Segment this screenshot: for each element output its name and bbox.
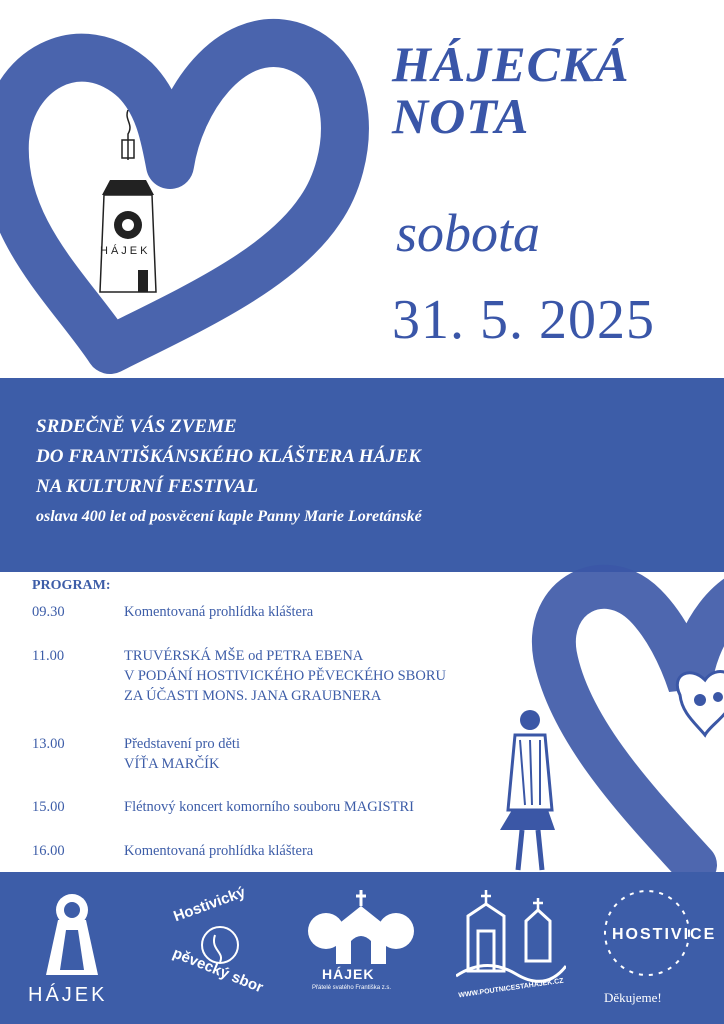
program-time: 16.00 <box>32 843 65 859</box>
invitation-line-4: oslava 400 let od posvěcení kaple Panny Marie Loretánské <box>36 508 422 525</box>
choir-line-2: pěvecký sbor <box>170 944 266 997</box>
event-title <box>392 38 630 142</box>
invitation-line-3: NA KULTURNÍ FESTIVAL <box>36 476 259 497</box>
pilgrimage-logo-icon <box>456 886 566 986</box>
program-desc <box>124 734 240 774</box>
heart-brush-top <box>0 0 380 380</box>
program-desc-line: Představení pro děti <box>124 736 240 752</box>
program-desc <box>124 602 313 622</box>
tower-label: HÁJEK <box>100 245 151 257</box>
program-time: 13.00 <box>32 736 65 752</box>
tower-icon <box>88 100 168 300</box>
hostivice-logo-text: HOSTIVICE <box>612 926 717 943</box>
church-logo-sub: Přátelé svatého Františka z.s. <box>312 985 392 991</box>
invitation-line-1: SRDEČNĚ VÁS ZVEME <box>36 416 237 437</box>
program-time: 15.00 <box>32 799 65 815</box>
thanks-text: Děkujeme! <box>604 990 662 1005</box>
choir-line-1: Hostivický <box>171 883 248 926</box>
invitation-line-2: DO FRANTIŠKÁNSKÉHO KLÁŠTERA HÁJEK <box>36 446 421 467</box>
title-line-2: NOTA <box>392 88 530 144</box>
program-desc <box>124 841 313 861</box>
hajek-logo-label: HÁJEK <box>28 984 108 1006</box>
program-desc-line: Flétnový koncert komorního souboru MAGISTRI <box>124 799 414 815</box>
program-time: 09.30 <box>32 604 65 620</box>
program-desc <box>124 797 414 817</box>
program-heading: PROGRAM: <box>32 578 111 593</box>
program-desc-line: V PODÁNÍ HOSTIVICKÉHO PĚVECKÉHO SBORU <box>124 668 446 684</box>
church-logo-icon <box>306 886 416 966</box>
pilgrimage-web: WWW.POUTNICESTAHAJEK.CZ <box>458 977 565 1000</box>
event-date: 31. 5. 2025 <box>392 289 655 351</box>
invitation-text <box>36 412 422 532</box>
program-desc-line: Komentovaná prohlídka kláštera <box>124 843 314 859</box>
program-desc <box>124 646 446 706</box>
program-desc-line: VÍŤA MARČÍK <box>124 756 220 772</box>
program-desc-line: Komentovaná prohlídka kláštera <box>124 604 314 620</box>
program-desc-line: ZA ÚČASTI MONS. JANA GRAUBNERA <box>124 688 382 704</box>
hajek-logo-icon <box>36 890 108 980</box>
program-time: 11.00 <box>32 648 65 664</box>
program-desc-line: TRUVÉRSKÁ MŠE od PETRA EBENA <box>124 648 364 664</box>
figure-illustration-icon <box>470 700 570 880</box>
church-logo-label: HÁJEK <box>322 966 375 982</box>
event-day: sobota <box>396 203 541 263</box>
title-line-1: HÁJECKÁ <box>392 36 630 92</box>
